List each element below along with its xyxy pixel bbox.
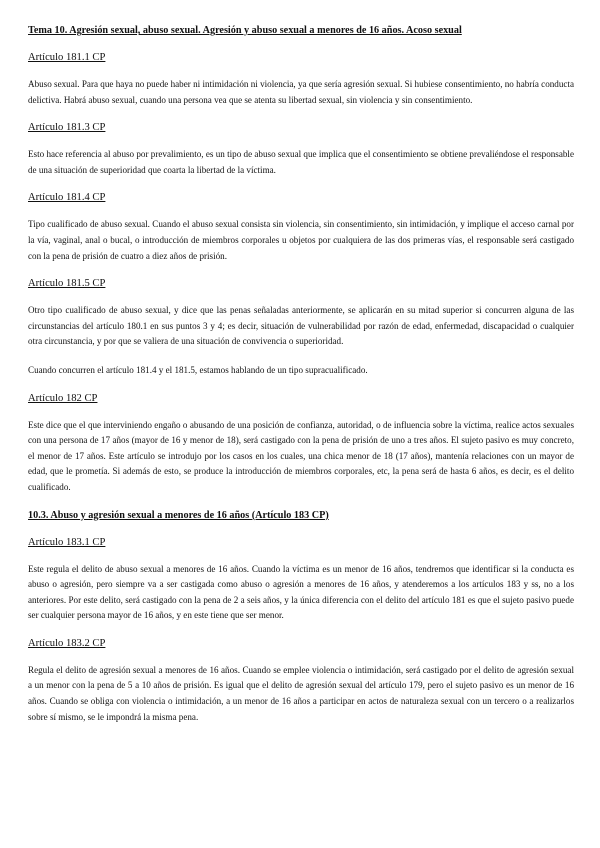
paragraph: Otro tipo cualificado de abuso sexual, y dice que las penas señaladas anteriormente, se aplicarán en su mitad superior si concurren alguna de las circunstancias del artículo 180.1 en sus puntos 3 y 4; es decir, situación de vulnerabilidad por razón de edad, enfermedad, discapacidad o cualquier otra circunstancia, y por que se valiera de una situación de convivencia o superioridad.	[28, 305, 574, 347]
article-heading: Artículo 183.1 CP	[28, 536, 106, 548]
section-title: 10.3. Abuso y agresión sexual a menores de 16 años (Artículo 183 CP)	[28, 509, 329, 521]
paragraph: Este regula el delito de abuso sexual a menores de 16 años. Cuando la víctima es un menor de 16 años, tendremos que identificar si la conducta es abuso o agresión, pero siempre va a ser castigada como abuso o agresión a menores de 16 años, y atenderemos a los artículos 183 y ss, no a los anteriores. Por este delito, será castigado con la pena de 2 a seis años, y la única diferencia con el delito del artículo 181 es que el sujeto pasivo puede ser cualquier persona mayor de 16 años, y en este tiene que ser menor.	[28, 563, 574, 621]
paragraph: Esto hace referencia al abuso por prevalimiento, es un tipo de abuso sexual que implica que el consentimiento se obtiene prevaliéndose el responsable de una situación de superioridad que coarta la libertad de la víctima.	[28, 149, 574, 175]
document-body	[28, 51, 574, 725]
article-heading: Artículo 181.4 CP	[28, 192, 106, 204]
paragraph: Este dice que el que interviniendo engaño o abusando de una posición de confianza, autoridad, o de influencia sobre la víctima, realice actos sexuales con una persona de 17 años (mayor de 16 y menor de 18), será castigado con la pena de prisión de uno a tres años. El sujeto pasivo es muy concreto, el menor de 17 años. Este artículo se introdujo por los casos en los cuales, una chica menor de 18 (17 años), mantenía relaciones con un mayor de edad, que le prometía. Si además de esto, se produce la introducción de miembros corporales, etc, la pena será de hasta 6 años, es decir, es el delito cualificado.	[28, 419, 574, 492]
article-heading: Artículo 181.1 CP	[28, 52, 106, 63]
paragraph: Regula el delito de agresión sexual a menores de 16 años. Cuando se emplee violencia o intimidación, será castigado por el delito de agresión sexual a un menor con la pena de 5 a 10 años de prisión. Es igual que el delito de agresión sexual del artículo 179, pero el sujeto pasivo es un menor de 16 años. Cuando se obliga con violencia o intimidación, a un menor de 16 años a participar en actos de naturaleza sexual con un tercero o a realizarlos sobre sí mismo, se le impondrá la misma pena.	[28, 664, 574, 722]
paragraph: Tipo cualificado de abuso sexual. Cuando el abuso sexual consista sin violencia, sin consentimiento, sin intimidación, y implique el acceso carnal por la vía, vaginal, anal o bucal, o introducción de miembros corporales u objetos por cualquiera de las dos primeras vías, el responsable será castigado con la pena de prisión de cuatro a diez años de prisión.	[28, 219, 574, 261]
paragraph: Abuso sexual. Para que haya no puede haber ni intimidación ni violencia, ya que sería agresión sexual. Si hubiese consentimiento, no habría conducta delictiva. Habrá abuso sexual, cuando una persona vea que se atenta su libertad sexual, sin violencia y sin consentimiento.	[28, 79, 574, 105]
article-heading: Artículo 183.2 CP	[28, 637, 106, 649]
document-page	[28, 24, 574, 738]
article-heading: Artículo 182 CP	[28, 392, 98, 404]
document-title: Tema 10. Agresión sexual, abuso sexual. Agresión y abuso sexual a menores de 16 años. Acoso sexual	[28, 25, 462, 36]
article-heading: Artículo 181.5 CP	[28, 278, 106, 290]
paragraph: Cuando concurren el artículo 181.4 y el 181.5, estamos hablando de un tipo supracualificado.	[28, 364, 368, 375]
article-heading: Artículo 181.3 CP	[28, 122, 106, 134]
